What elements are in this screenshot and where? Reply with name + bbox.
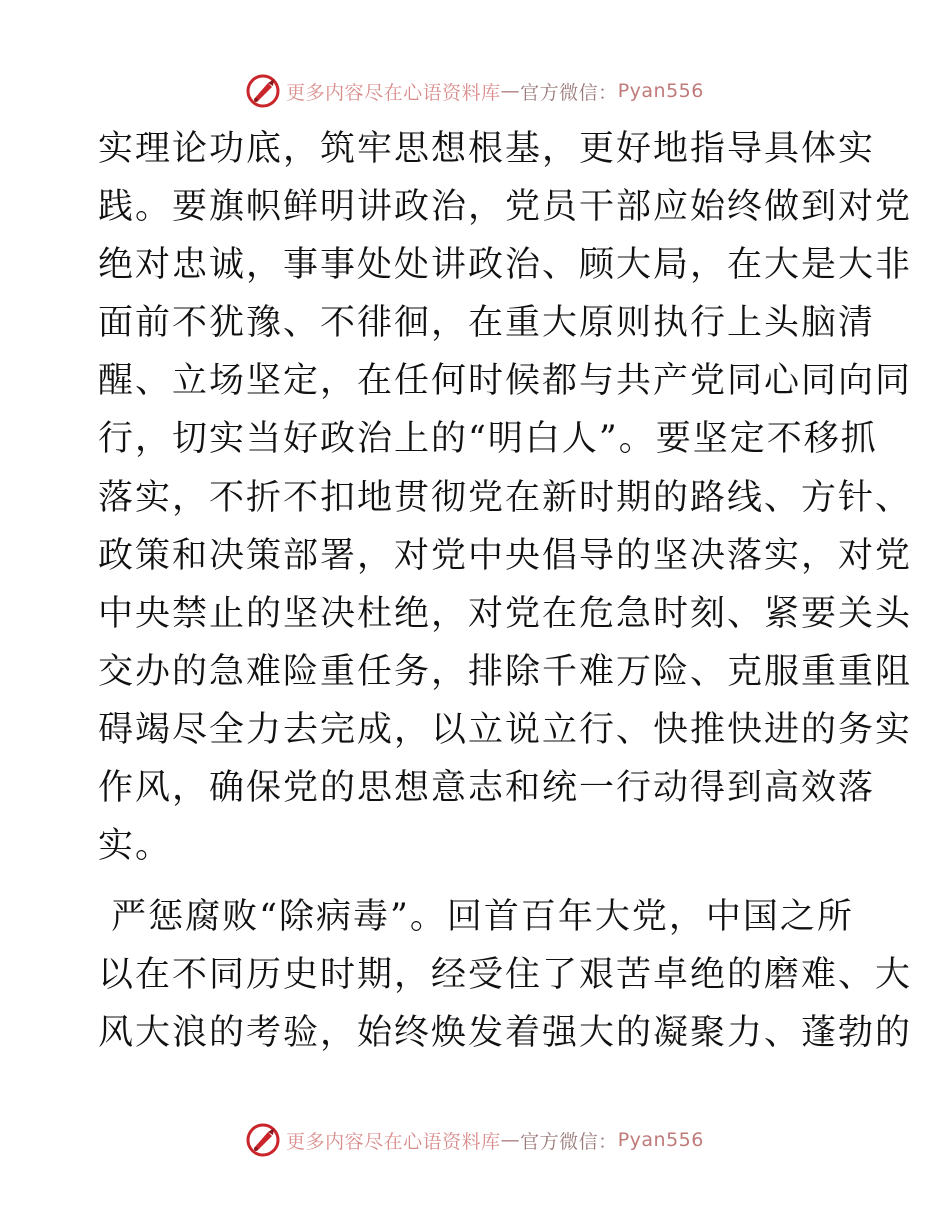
text-line: 践。要旗帜鲜明讲政治，党员干部应始终做到对党 <box>98 187 913 228</box>
text-line: 实。 <box>98 826 173 867</box>
footer-watermark-banner <box>0 1120 950 1160</box>
footer-promo-text: 更多内容尽在心语资料库 <box>286 1130 501 1153</box>
header-wechat-id: Pyan556 <box>617 80 704 102</box>
text-line: 落实，不折不扣地贯彻党在新时期的路线、方针、 <box>98 477 913 518</box>
text-line: 以在不同历史时期，经受住了艰苦卓绝的磨难、大 <box>98 955 913 996</box>
footer-wechat-id: Pyan556 <box>617 1129 704 1151</box>
paragraph-1 <box>98 120 913 875</box>
header-promo-text: 更多内容尽在心语资料库 <box>286 81 501 104</box>
text-line: 面前不犹豫、不徘徊，在重大原则执行上头脑清 <box>98 303 876 344</box>
header-dash: — <box>500 80 521 102</box>
header-watermark-banner <box>0 71 950 111</box>
text-line: 醒、立场坚定，在任何时候都与共产党同心同向同 <box>98 361 913 402</box>
text-line: 交办的急难险重任务，排除千难万险、克服重重阻 <box>98 651 913 692</box>
text-line: 行，切实当好政治上的“明白人”。要坚定不移抓 <box>98 419 878 460</box>
text-line: 严惩腐败“除病毒”。回首百年大党，中国之所 <box>98 897 854 938</box>
text-line: 风大浪的考验，始终焕发着强大的凝聚力、蓬勃的 <box>98 1013 913 1054</box>
quill-pen-logo-icon <box>246 1123 280 1157</box>
footer-official-label: 官方微信： <box>520 1130 618 1153</box>
footer-dash: — <box>500 1129 521 1151</box>
text-line: 实理论功底，筑牢思想根基，更好地指导具体实 <box>98 129 876 169</box>
text-line: 政策和决策部署，对党中央倡导的坚决落实，对党 <box>98 535 913 576</box>
text-line: 作风，确保党的思想意志和统一行动得到高效落 <box>98 768 876 809</box>
text-line: 中央禁止的坚决杜绝，对党在危急时刻、紧要关头 <box>98 593 913 634</box>
paragraph-2 <box>98 888 913 1062</box>
quill-pen-logo-icon <box>246 74 280 108</box>
header-official-label: 官方微信： <box>520 81 618 104</box>
text-line: 绝对忠诚，事事处处讲政治、顾大局，在大是大非 <box>98 245 913 286</box>
document-body <box>98 120 913 1063</box>
text-line: 碍竭尽全力去完成，以立说立行、快推快进的务实 <box>98 709 913 750</box>
